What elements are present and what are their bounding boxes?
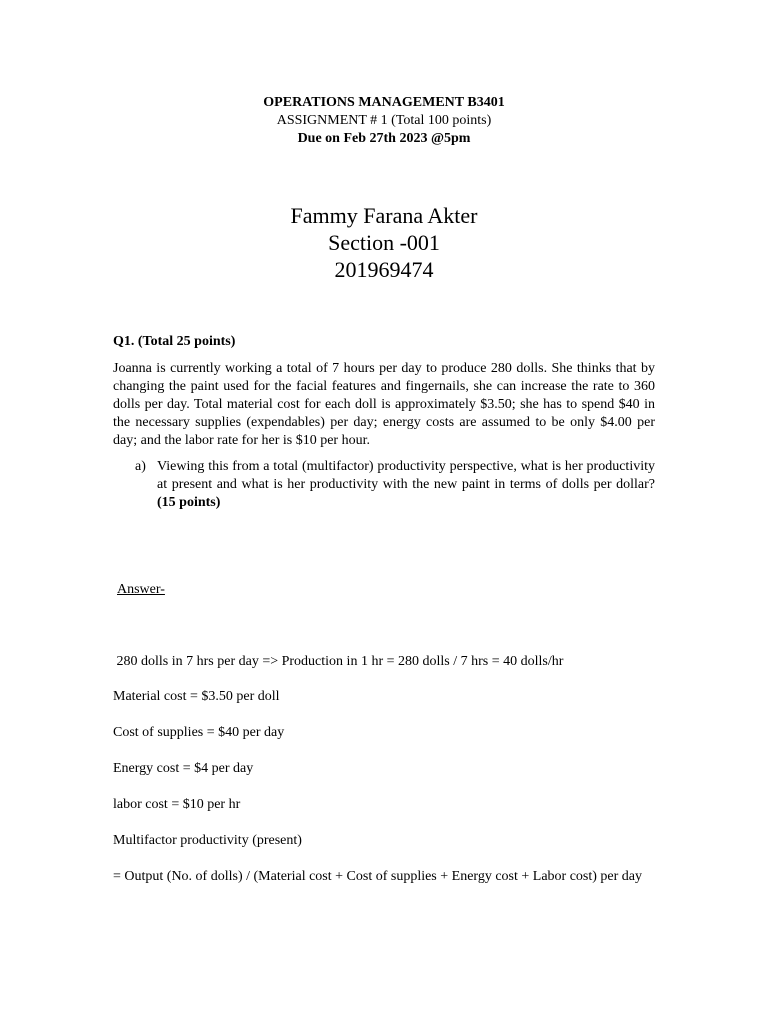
answer-line: Energy cost = $4 per day [113, 761, 254, 776]
due-date: Due on Feb 27th 2023 @5pm [297, 131, 471, 146]
list-marker: a) [135, 459, 146, 474]
part-a-text: Viewing this from a total (multifactor) productivity perspective, what is her productivity at present and what is her productivity with the new paint in terms of dolls per dollar? [157, 459, 655, 492]
part-a-points: (15 points) [157, 495, 221, 510]
course-title: OPERATIONS MANAGEMENT B3401 [263, 95, 505, 110]
question-part-a [135, 458, 655, 512]
student-id: 201969474 [334, 257, 434, 282]
question-body: Joanna is currently working a total of 7 hours per day to produce 280 dolls. She thinks that by changing the paint used for the facial features and fingernails, she can increase the rate to 360 dolls per day. Total material cost for each doll is approximately $3.50; she has to spend $40 in the necessary supplies (expendables) per day; energy costs are assumed to be only $4.00 per day; and the labor rate for her is $10 per hour. [113, 361, 655, 448]
answer-line: 280 dolls in 7 hrs per day => Production in 1 hr = 280 dolls / 7 hrs = 40 dolls/hr [113, 654, 564, 669]
student-name: Fammy Farana Akter [290, 203, 478, 228]
answer-line: Multifactor productivity (present) [113, 833, 302, 848]
answer-line: Material cost = $3.50 per doll [113, 689, 280, 704]
student-section: Section -001 [328, 230, 440, 255]
answer-line: labor cost = $10 per hr [113, 797, 241, 812]
assignment-title: ASSIGNMENT # 1 (Total 100 points) [276, 113, 492, 128]
answer-line: Cost of supplies = $40 per day [113, 725, 285, 740]
answer-label: Answer- [117, 582, 165, 597]
question-title: Q1. (Total 25 points) [113, 334, 236, 349]
answer-line: = Output (No. of dolls) / (Material cost + Cost of supplies + Energy cost + Labor cost) per day [113, 869, 643, 884]
part-a-text-block [157, 458, 655, 512]
